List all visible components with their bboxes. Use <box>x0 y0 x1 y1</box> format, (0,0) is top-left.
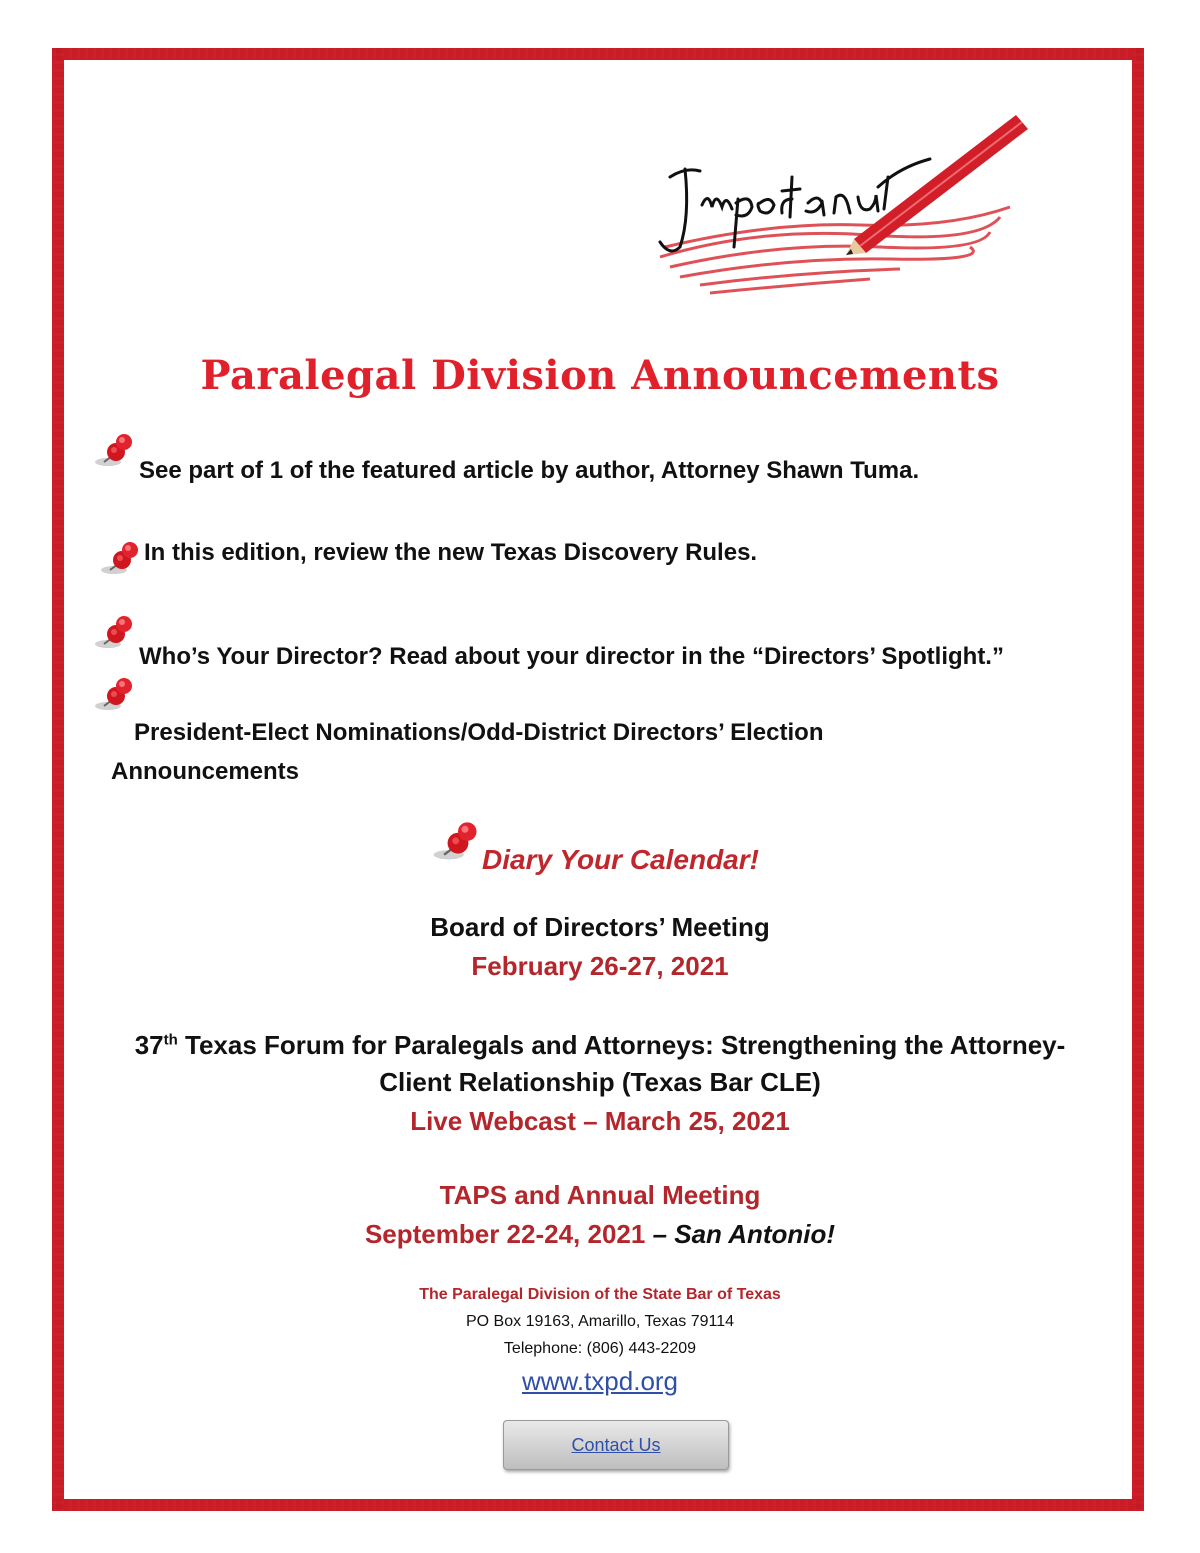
announcement-directors-spotlight: Who’s Your Director? Read about your director in the “Directors’ Spotlight.” <box>139 643 1004 670</box>
event-board-meeting <box>0 912 1200 982</box>
pushpin-icon <box>100 540 144 578</box>
footer-phone: Telephone: (806) 443-2209 <box>503 1340 697 1357</box>
announcement-nominations-line1: President-Elect Nominations/Odd-District Directors’ Election <box>134 719 824 746</box>
pushpin-icon <box>94 676 138 714</box>
event-date: September 22-24, 2021 <box>364 1219 646 1249</box>
website-link[interactable]: www.txpd.org <box>521 1366 679 1396</box>
pushpin-icon <box>94 432 138 470</box>
calendar-heading: Diary Your Calendar! <box>482 844 759 875</box>
event-date: February 26-27, 2021 <box>471 951 729 981</box>
pushpin-icon <box>94 614 138 652</box>
event-location: – San Antonio! <box>645 1219 836 1249</box>
event-title-line1: Texas Forum for Paralegals and Attorneys: Strengthening the Attorney- <box>177 1030 1066 1060</box>
event-title <box>0 1030 1200 1061</box>
event-title-superscript: th <box>163 1031 178 1049</box>
contact-us-label: Contact Us <box>571 1434 661 1455</box>
contact-us-button[interactable] <box>503 1420 729 1470</box>
event-title-line2: Client Relationship (Texas Bar CLE) <box>379 1067 821 1097</box>
important-pencil-image <box>640 107 1030 305</box>
event-title: TAPS and Annual Meeting <box>439 1180 761 1210</box>
event-texas-forum <box>0 1030 1200 1137</box>
announcement-nominations-line2: Announcements <box>111 758 300 785</box>
footer <box>0 1286 1200 1397</box>
pushpin-icon <box>432 820 484 864</box>
event-date-line <box>0 1219 1200 1250</box>
event-taps-annual-meeting <box>0 1180 1200 1250</box>
page-title: Paralegal Division Announcements <box>200 352 1000 399</box>
footer-org-name: The Paralegal Division of the State Bar of Texas <box>419 1286 781 1303</box>
event-date: Live Webcast – March 25, 2021 <box>410 1106 790 1136</box>
footer-address: PO Box 19163, Amarillo, Texas 79114 <box>465 1313 734 1330</box>
announcement-discovery-rules: In this edition, review the new Texas Discovery Rules. <box>144 539 758 566</box>
announcement-featured-article: See part of 1 of the featured article by author, Attorney Shawn Tuma. <box>139 457 920 484</box>
event-title-number: 37 <box>134 1030 164 1060</box>
event-title: Board of Directors’ Meeting <box>430 912 770 942</box>
